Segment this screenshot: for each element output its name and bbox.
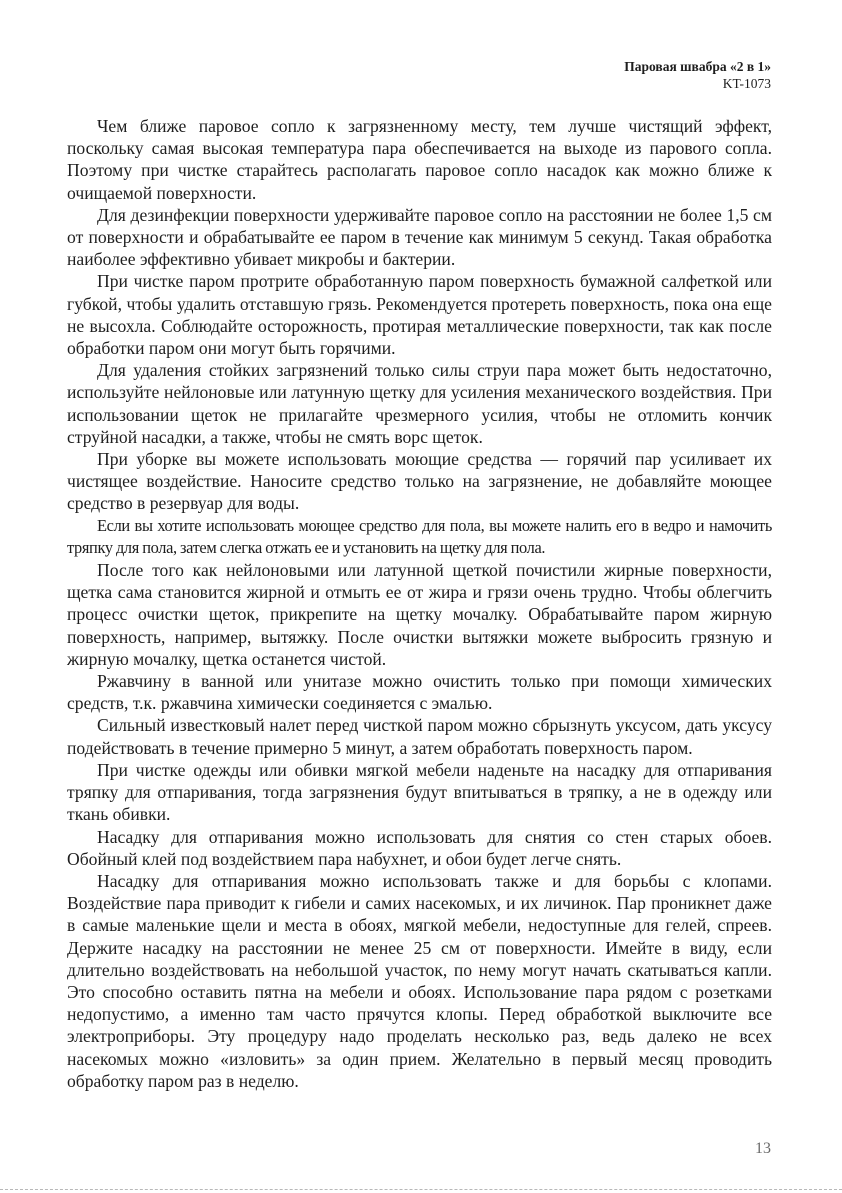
paragraph: Насадку для отпаривания можно использовать для снятия со стен старых обоев. Обойный клей под воздействием пара набухнет, и обои будет легче снять. <box>67 826 772 869</box>
paragraph: Насадку для отпаривания можно использовать также и для борьбы с клопами. Воздействие пара приводит к гибели и самих насекомых, и их личинок. Пар проникнет даже в самые маленькие щели и места в обоях, мягкой мебели, недоступные для гелей, спреев. Держите насадку на расстоянии не менее 25 см от поверхности. Имейте в виду, если длительно воздействовать на небольшой участок, по нему могут начать скатываться капли. Это способно оставить пятна на мебели и обоях. Использование пара рядом с розетками недопустимо, а именно там часто прячутся клопы. Перед обработкой выключите все электроприборы. Эту процедуру надо проделать несколько раз, ведь далеко не всех насекомых можно «изловить» за один прием. Желательно в первый месяц проводить обработку паром раз в неделю. <box>67 870 772 1091</box>
paragraph: Чем ближе паровое сопло к загрязненному месту, тем лучше чистящий эффект, поскольку самая высокая температура пара обеспечивается на выходе из парового сопла. Поэтому при чистке старайтесь располагать паровое сопло насадок как можно ближе к очищаемой поверхности. <box>67 116 772 203</box>
paragraph: При уборке вы можете использовать моющие средства — горячий пар усиливает их чистящее воздействие. Наносите средство только на загрязнение, не добавляйте моющее средство в резервуар для воды. <box>67 449 772 514</box>
paragraph: Ржавчину в ванной или унитазе можно очистить только при помощи химических средств, т.к. ржавчина химически соединяется с эмалью. <box>67 671 772 714</box>
paragraph: Если вы хотите использовать моющее средство для пола, вы можете налить его в ведро и намочить тряпку для пола, затем слегка отжать ее и установить на щетку для пола. <box>67 515 772 557</box>
page-header <box>624 58 771 92</box>
paragraph: При чистке паром протрите обработанную паром поверхность бумажной салфеткой или губкой, чтобы удалить отставшую грязь. Рекомендуется протереть поверхность, пока она еще не высохла. Соблюдайте осторожность, протирая металлические поверхности, так как после обработки паром они могут быть горячими. <box>67 271 772 359</box>
document-title: Паровая швабра «2 в 1» <box>624 59 771 74</box>
paragraph: После того как нейлоновыми или латунной щеткой почистили жирные поверхности, щетка сама становится жирной и отмыть ее от жира и грязи очень трудно. Чтобы облегчить процесс очистки щеток, прикрепите на щетку мочалку. Обрабатывайте паром жирную поверхность, например, вытяжку. После очистки вытяжки можете выбросить грязную и жирную мочалку, щетка останется чистой. <box>67 560 772 669</box>
page-bottom-divider <box>0 1189 842 1190</box>
paragraph: Сильный известковый налет перед чисткой паром можно сбрызнуть уксусом, дать уксусу подействовать в течение примерно 5 минут, а затем обработать поверхность паром. <box>67 715 772 758</box>
paragraph: Для удаления стойких загрязнений только силы струи пара может быть недостаточно, используйте нейлоновые или латунную щетку для усиления механического воздействия. При использовании щеток не прилагайте чрезмерного усилия, чтобы не отломить кончик струйной насадки, а также, чтобы не смять ворс щеток. <box>67 360 772 447</box>
model-number: KT-1073 <box>722 76 771 91</box>
body-text <box>67 115 772 1092</box>
paragraph: При чистке одежды или обивки мягкой мебели наденьте на насадку для отпаривания тряпку для отпаривания, тогда загрязнения будут впитываться в тряпку, а не в одежду или ткань обивки. <box>67 759 772 825</box>
page-number: 13 <box>755 1140 771 1157</box>
paragraph: Для дезинфекции поверхности удерживайте паровое сопло на расстоянии не более 1,5 см от поверхности и обрабатывайте ее паром в течение как минимум 5 секунд. Такая обработка наиболее эффективно убивает микробы и бактерии. <box>67 204 772 270</box>
